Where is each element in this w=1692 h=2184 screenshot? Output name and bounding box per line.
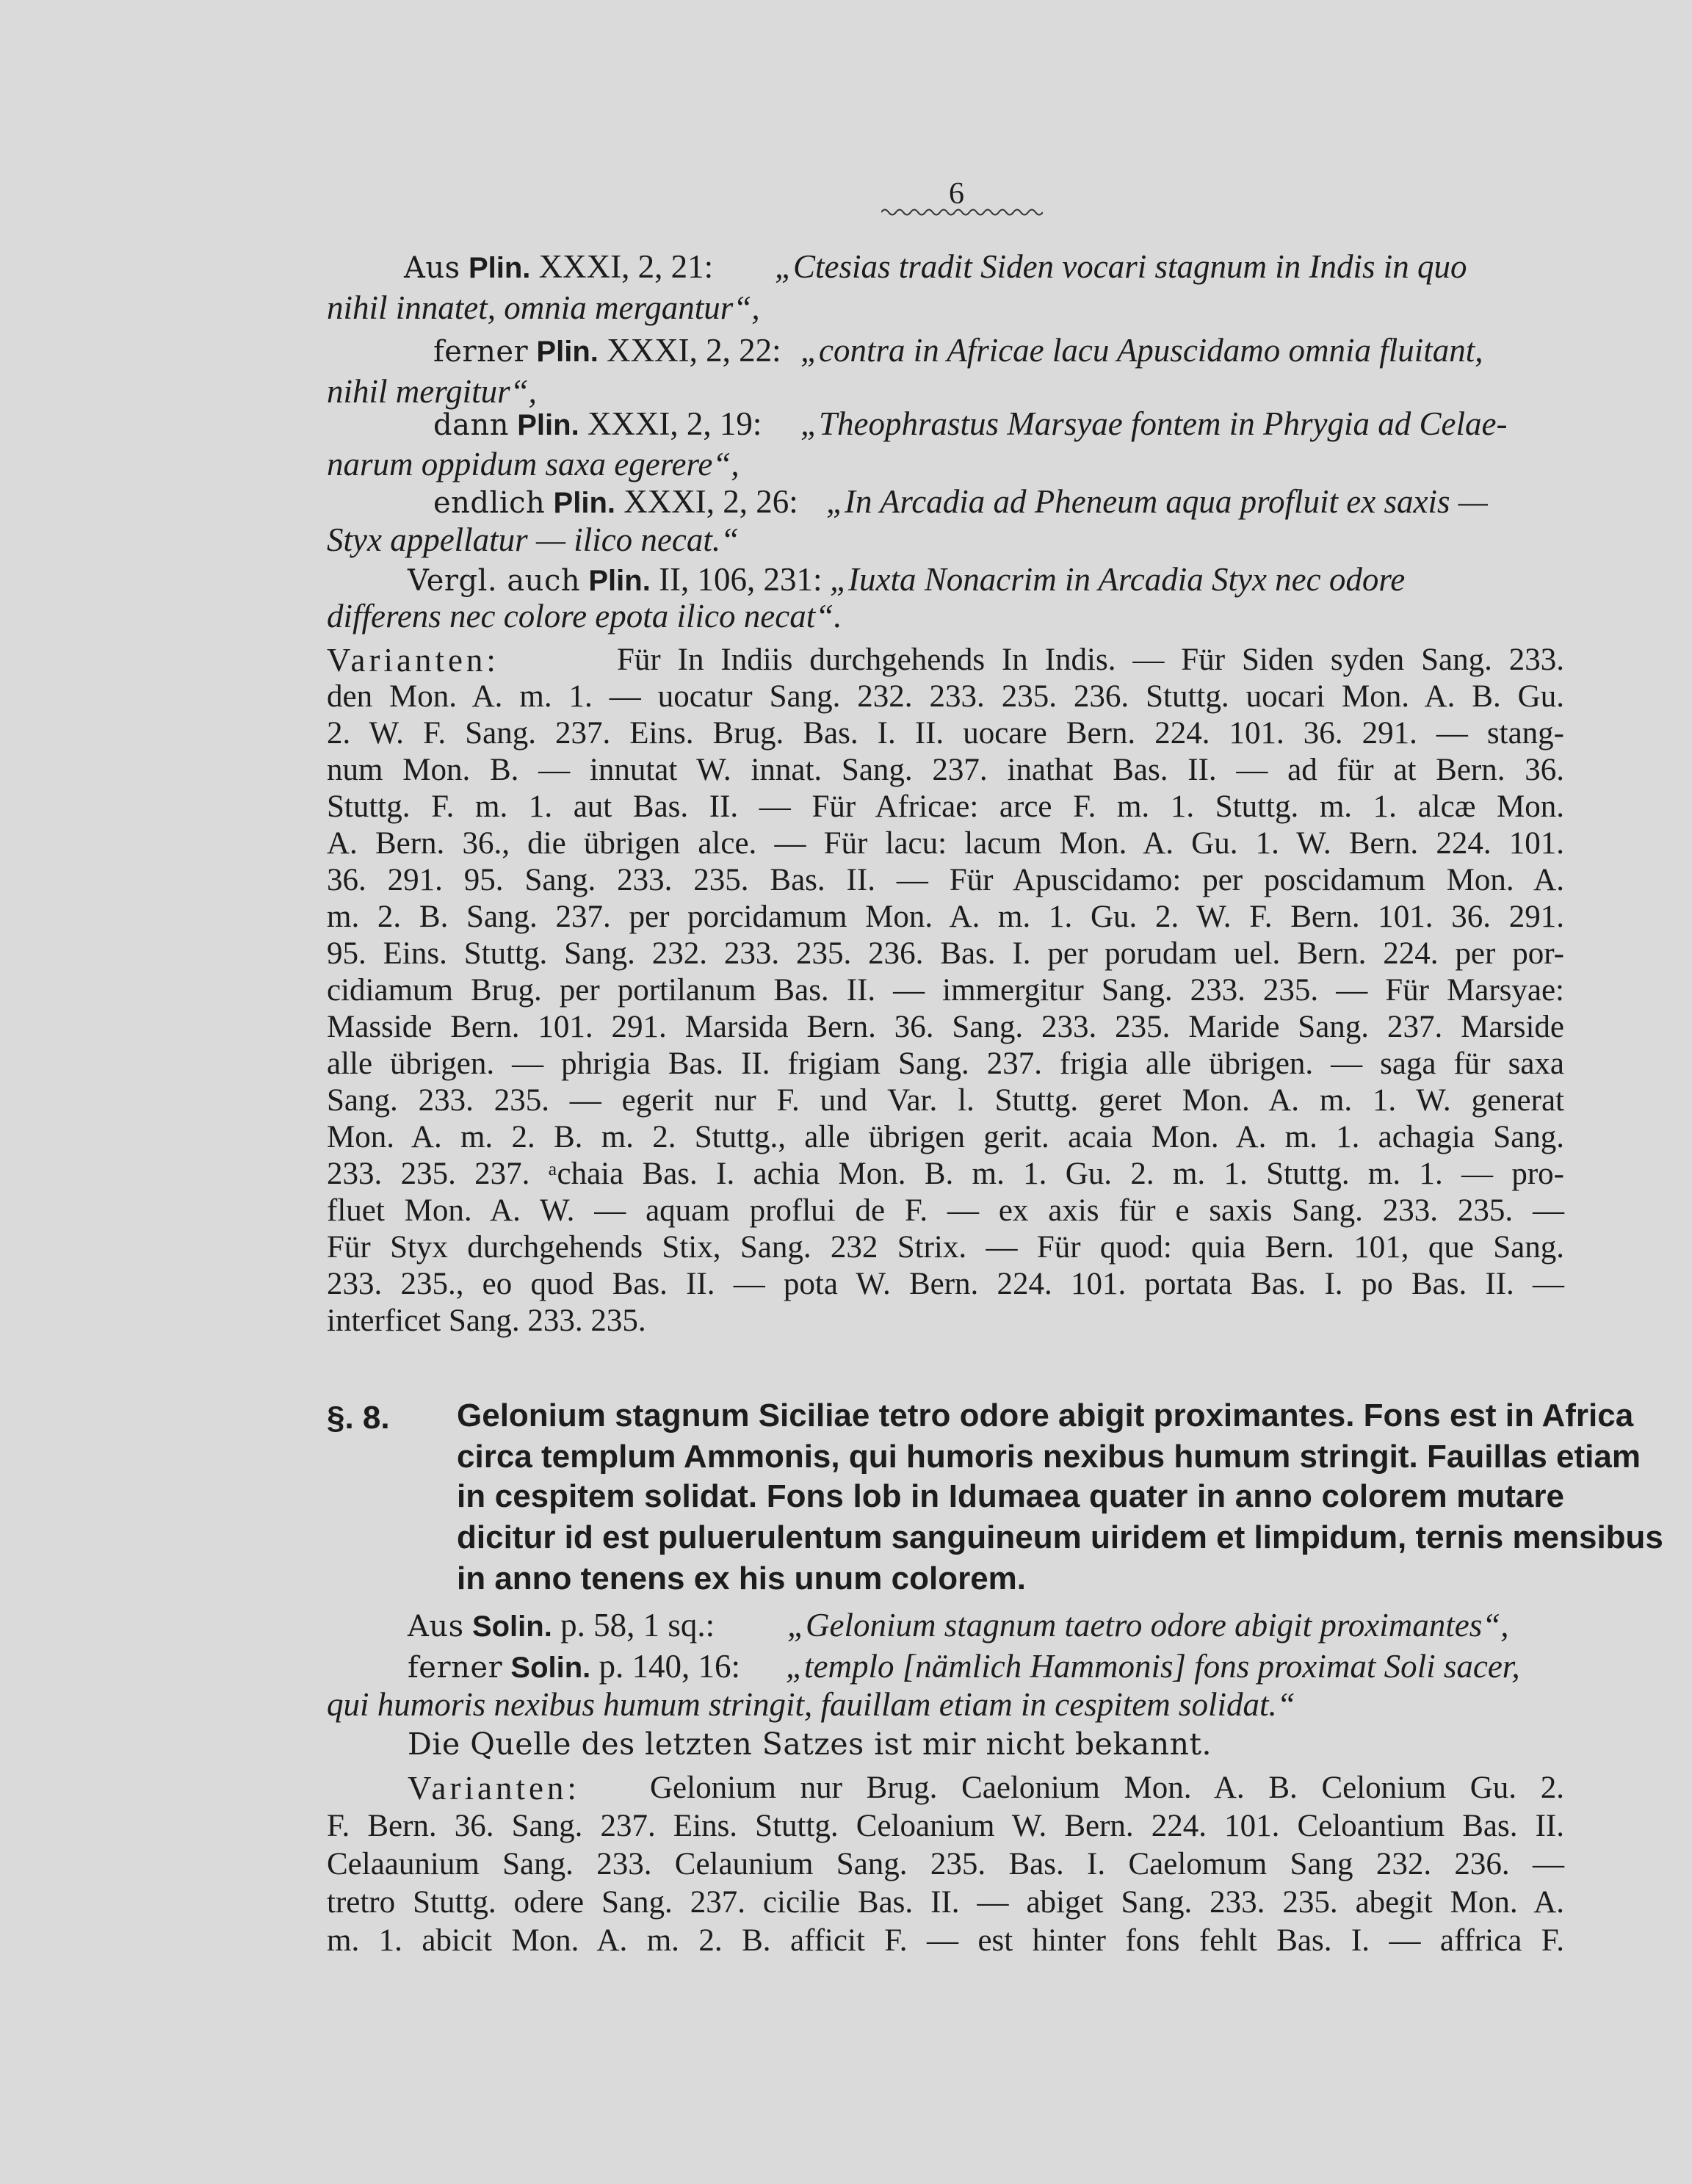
source-5-quote-2: differens nec colore epota ilico necat“. <box>327 598 842 634</box>
source-ref: Plin. <box>468 252 531 284</box>
source-5-quote-1: „Iuxta Nonacrim in Arcadia Styx nec odore <box>830 561 1406 598</box>
source-6-header: Aus Solin. p. 58, 1 sq.: <box>408 1607 715 1644</box>
variants-label: Varianten: <box>327 642 499 679</box>
page-number-ornament <box>881 207 1043 217</box>
source-2-quote-1: „contra in Africae lacu Apuscidamo omnia fluitant, <box>800 332 1483 369</box>
source-2-header: ferner Plin. XXXI, 2, 22: <box>433 332 781 369</box>
source-2-quote-2: nihil mergitur“, <box>327 373 537 410</box>
section-8-line: in cespitem solidat. Fons lob in Idumaea quater in anno colorem mutare <box>457 1478 1564 1514</box>
source-1-quote-1: „Ctesias tradit Siden vocari stagnum in Indis in quo <box>775 248 1467 285</box>
source-1-header: Aus Plin. XXXI, 2, 21: <box>404 248 714 285</box>
book-page: 6 Aus Plin. XXXI, 2, 21: „Ctesias tradit Siden vocari stagnum in Indis in quo nihil innatet, omnia mergantur“, ferner Plin. XXXI, 2, 22: „contra in Africae lacu Apuscidamo omnia fluitant, nihil mergitur“, dann Plin. XXXI, 2, 19: „Theophrastus Marsyae fontem in Phrygia ad Celae- narum oppidum saxa egerere“, endlich Plin. XXXI, 2, 26: „In Arcadia ad Pheneum aqua profluit ex saxis — Styx appellatur — ilico necat.“ Vergl. auch Plin. II, 106, 231: „Iuxta Nonacrim in Arcadia Styx nec odore differens nec colore epota ilico necat“. Varianten: Für In Indiis durchgehends In Indis. — Für Siden syden Sang. 233. den Mon. A. m. 1. — uocatur Sang. 232. 233. 235. 236. Stuttg. uocari Mon. A. B. Gu. 2. W. F. Sang. 237. Eins. Brug. Bas. I. II. uocare Bern. 224. 101. 36. 291. — stang- num Mon. B. — innutat W. innat. Sang. 237. inathat Bas. II. — ad für at Bern. 36. Stuttg. F. m. 1. aut Bas. II. — Für Africae: arce F. m. 1. Stuttg. m. 1. alcæ Mon. A. Bern. 36., die übrigen alce. — Für lacu: lacum Mon. A. Gu. 1. W. Bern. 224. 101. 36. 291. 95. Sang. 233. 235. Bas. II. — Für Apuscidamo: per poscidamum Mon. A. m. 2. B. Sang. 237. per porcidamum Mon. A. m. 1. Gu. 2. W. F. Bern. 101. 36. 291. 95. Eins. Stuttg. Sang. 232. 233. 235. 236. Bas. I. per porudam uel. Bern. 224. per por- cidiamum Brug. per portilanum Bas. II. — immergitur Sang. 233. 235. — Für Marsyae: Masside Bern. 101. 291. Marsida Bern. 36. Sang. 233. 235. Maride Sang. 237. Marside alle übrigen. — phrigia Bas. II. frigiam Sang. 237. frigia alle übrigen. — saga für saxa Sang. 233. 235. — egerit nur F. und Var. l. Stuttg. geret Mon. A. m. 1. W. generat Mon. A. m. 2. B. m. 2. Stuttg., alle übrigen gerit. acaia Mon. A. m. 1. achagia Sang. 233. 235. 237. ᵃchaia Bas. I. achia Mon. B. m. 1. Gu. 2. m. 1. Stuttg. m. 1. — pro- fluet Mon. A. W. — aquam proflui de F. — ex axis für e saxis Sang. 233. 235. — Für Styx durchgehends Stix, Sang. 232 Strix. — Für quod: quia Bern. 101, que Sang. 233. 235., eo quod Bas. II. — pota W. Bern. 224. 101. portata Bas. I. po Bas. II. — interficet Sang. 233. 235. §. 8. Gelonium stagnum Siciliae tetro odore abigit proximantes. Fons est in Africa circa templum Ammonis, qui humoris nexibus humum stringit. Fauillas etiam in cespitem solidat. Fons lob in Idumaea quater in anno colorem mutare dicitur id est puluerulentum sanguineum uiridem et limpidum, ternis mensibus in anno tenens ex his unum colorem. Aus Solin. p. 58, 1 sq.: „Gelonium stagnum taetro odore abigit proximantes“, ferner Solin. p. 140, 16: „templo [nämlich Hammonis] fons proximat Soli sacer, qui humoris nexibus humum stringit, fauillam etiam in cespitem solidat.“ Die Quelle des letzten Satzes ist mir nicht bekannt. Varianten: Gelonium nur Brug. Caelonium Mon. A. B. Celonium Gu. 2. F. Bern. 36. Sang. 237. Eins. Stuttg. Celoanium W. Bern. 224. 101. Celoantium Bas. II. Celaaunium Sang. 233. Celaunium Sang. 235. Bas. I. Caelomum Sang 232. 236. — tretro Stuttg. odere Sang. 237. cicilie Bas. II. — abiget Sang. 233. 235. abegit Mon. A. m. 1. abicit Mon. A. m. 2. B. afficit F. — est hinter fons fehlt Bas. I. — affrica F. <box>0 0 1692 2184</box>
source-4-quote-1: „In Arcadia ad Pheneum aqua profluit ex saxis — <box>826 483 1488 520</box>
section-8-line: Gelonium stagnum Siciliae tetro odore abigit proximantes. Fons est in Africa <box>457 1397 1634 1433</box>
source-4-quote-2: Styx appellatur — ilico necat.“ <box>327 521 740 558</box>
source-4-header: endlich Plin. XXXI, 2, 26: <box>433 483 798 520</box>
source-3-header: dann Plin. XXXI, 2, 19: <box>433 405 762 442</box>
source-3-quote-2: narum oppidum saxa egerere“, <box>327 446 740 482</box>
source-7-quote-2: qui humoris nexibus humum stringit, fauillam etiam in cespitem solidat.“ <box>327 1686 1295 1723</box>
section-8-line: circa templum Ammonis, qui humoris nexibus humum stringit. Fauillas etiam <box>457 1439 1641 1475</box>
section-8-line: dicitur id est puluerulentum sanguineum uiridem et limpidum, ternis mensibus <box>457 1519 1663 1555</box>
page-number: 6 <box>949 177 964 211</box>
source-note: Die Quelle des letzten Satzes ist mir nicht bekannt. <box>408 1726 1212 1762</box>
variants-label: Varianten: <box>408 1770 580 1807</box>
source-1-quote-2: nihil innatet, omnia mergantur“, <box>327 289 760 326</box>
source-6-quote-1: „Gelonium stagnum taetro odore abigit proximantes“, <box>787 1607 1509 1644</box>
source-5-header: Vergl. auch Plin. II, 106, 231: <box>408 561 822 598</box>
section-symbol: §. 8. <box>327 1400 390 1436</box>
source-7-header: ferner Solin. p. 140, 16: <box>408 1648 741 1685</box>
source-7-quote-1: „templo [nämlich Hammonis] fons proximat Soli sacer, <box>786 1648 1520 1685</box>
section-8-line: in anno tenens ex his unum colorem. <box>457 1561 1027 1597</box>
source-3-quote-1: „Theophrastus Marsyae fontem in Phrygia ad Celae- <box>800 405 1508 442</box>
